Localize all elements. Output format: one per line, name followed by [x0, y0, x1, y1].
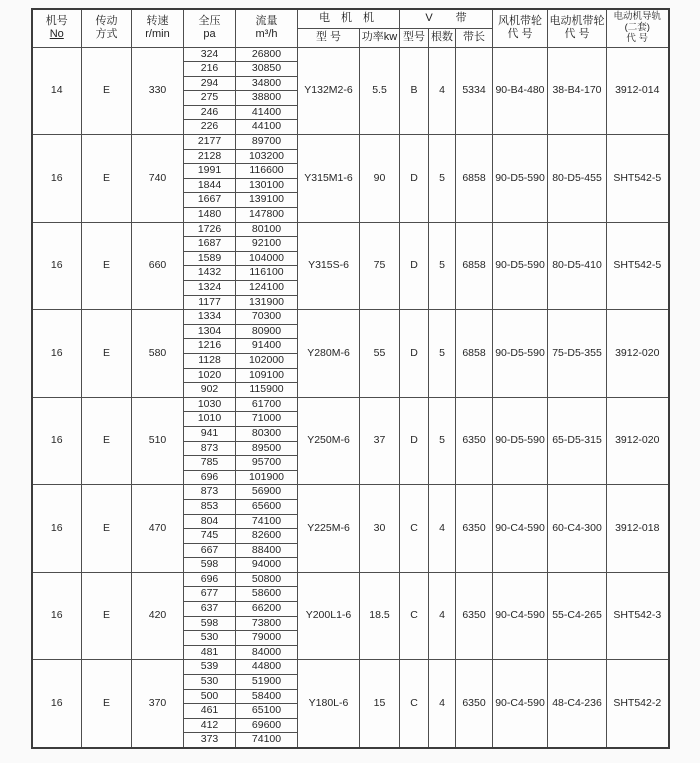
speed-cell: 370 [132, 660, 184, 748]
speed-cell: 330 [132, 47, 184, 135]
flow-cell: 70300 [236, 310, 298, 325]
pressure-cell: 216 [184, 62, 236, 77]
pressure-cell: 1589 [184, 251, 236, 266]
motor-pulley-cell: 55-C4-265 [548, 572, 607, 660]
col-header-fan-pulley: 风机带轮 代 号 [493, 9, 548, 47]
pressure-cell: 745 [184, 529, 236, 544]
drive-mode-cell: E [82, 222, 132, 310]
flow-cell: 101900 [236, 470, 298, 485]
machine-no-label: 机号 [45, 14, 68, 27]
col-header-motor-pulley: 电动机带轮 代 号 [548, 9, 607, 47]
pressure-cell: 1480 [184, 208, 236, 223]
motor-pulley-cell: 80-D5-410 [548, 222, 607, 310]
flow-cell: 84000 [236, 645, 298, 660]
pressure-cell: 412 [184, 718, 236, 733]
drive-mode-cell: E [82, 572, 132, 660]
flow-cell: 91400 [236, 339, 298, 354]
flow-cell: 44800 [236, 660, 298, 675]
belt-count-cell: 5 [429, 397, 456, 485]
pressure-cell: 1177 [184, 295, 236, 310]
motor-model-cell: Y315M1-6 [298, 135, 360, 223]
flow-cell: 104000 [236, 251, 298, 266]
flow-cell: 147800 [236, 208, 298, 223]
flow-cell: 115900 [236, 383, 298, 398]
flow-cell: 89500 [236, 441, 298, 456]
pressure-cell: 1128 [184, 353, 236, 368]
pressure-cell: 696 [184, 470, 236, 485]
motor-rail-cell: 3912-020 [607, 397, 669, 485]
pressure-cell: 1667 [184, 193, 236, 208]
pressure-cell: 530 [184, 675, 236, 690]
flow-cell: 58600 [236, 587, 298, 602]
pressure-cell: 461 [184, 704, 236, 719]
motor-rail-cell: SHT542-3 [607, 572, 669, 660]
pressure-cell: 598 [184, 616, 236, 631]
pressure-cell: 1030 [184, 397, 236, 412]
flow-cell: 80100 [236, 222, 298, 237]
belt-length-cell: 6858 [456, 222, 493, 310]
flow-cell: 65600 [236, 499, 298, 514]
flow-cell: 73800 [236, 616, 298, 631]
motor-power-cell: 75 [360, 222, 400, 310]
machine-no-cell: 16 [32, 485, 82, 573]
col-header-transmission: 传动 方式 [82, 9, 132, 47]
motor-rail-cell: SHT542-5 [607, 222, 669, 310]
fan-pulley-cell: 90-D5-590 [493, 310, 548, 398]
flow-cell: 131900 [236, 295, 298, 310]
pressure-cell: 1304 [184, 324, 236, 339]
fan-pulley-cell: 90-C4-590 [493, 572, 548, 660]
speed-cell: 660 [132, 222, 184, 310]
motor-pulley-cell: 65-D5-315 [548, 397, 607, 485]
fan-pulley-cell: 90-D5-590 [493, 222, 548, 310]
belt-length-cell: 6350 [456, 660, 493, 748]
pressure-cell: 941 [184, 426, 236, 441]
pressure-cell: 853 [184, 499, 236, 514]
belt-count-cell: 4 [429, 47, 456, 135]
col-header-motor-model: 型 号 [298, 28, 360, 47]
spec-row [32, 485, 669, 500]
motor-model-cell: Y180L-6 [298, 660, 360, 748]
flow-cell: 61700 [236, 397, 298, 412]
belt-length-cell: 6350 [456, 485, 493, 573]
pressure-cell: 275 [184, 91, 236, 106]
flow-cell: 80300 [236, 426, 298, 441]
flow-cell: 95700 [236, 456, 298, 471]
pressure-cell: 2177 [184, 135, 236, 150]
col-header-belt-model: 型号 [400, 28, 429, 47]
pressure-cell: 873 [184, 441, 236, 456]
motor-power-cell: 30 [360, 485, 400, 573]
motor-pulley-cell: 80-D5-455 [548, 135, 607, 223]
motor-model-cell: Y280M-6 [298, 310, 360, 398]
flow-cell: 41400 [236, 105, 298, 120]
motor-pulley-cell: 75-D5-355 [548, 310, 607, 398]
belt-count-cell: 4 [429, 572, 456, 660]
machine-no-cell: 16 [32, 397, 82, 485]
machine-no-cell: 16 [32, 572, 82, 660]
group-header-vbelt: V 带 [400, 9, 493, 28]
pressure-cell: 2128 [184, 149, 236, 164]
fan-pulley-cell: 90-D5-590 [493, 135, 548, 223]
drive-mode-cell: E [82, 485, 132, 573]
pressure-cell: 530 [184, 631, 236, 646]
motor-power-cell: 5.5 [360, 47, 400, 135]
pressure-cell: 1432 [184, 266, 236, 281]
pressure-cell: 1010 [184, 412, 236, 427]
pressure-cell: 294 [184, 76, 236, 91]
pressure-cell: 1334 [184, 310, 236, 325]
spec-row [32, 572, 669, 587]
drive-mode-cell: E [82, 660, 132, 748]
flow-cell: 124100 [236, 281, 298, 296]
belt-model-cell: D [400, 310, 429, 398]
pressure-cell: 1726 [184, 222, 236, 237]
flow-cell: 66200 [236, 602, 298, 617]
belt-length-cell: 6858 [456, 310, 493, 398]
flow-cell: 34800 [236, 76, 298, 91]
motor-pulley-cell: 48-C4-236 [548, 660, 607, 748]
spec-row [32, 660, 669, 675]
belt-count-cell: 5 [429, 135, 456, 223]
pressure-cell: 539 [184, 660, 236, 675]
flow-cell: 139100 [236, 193, 298, 208]
pressure-cell: 873 [184, 485, 236, 500]
col-header-speed: 转速 r/min [132, 9, 184, 47]
pressure-cell: 500 [184, 689, 236, 704]
flow-cell: 79000 [236, 631, 298, 646]
col-header-motor-rail: 电动机导轨 (二套) 代 号 [607, 9, 669, 47]
belt-length-cell: 6350 [456, 572, 493, 660]
belt-length-cell: 6350 [456, 397, 493, 485]
belt-model-cell: D [400, 397, 429, 485]
fan-pulley-cell: 90-D5-590 [493, 397, 548, 485]
motor-model-cell: Y250M-6 [298, 397, 360, 485]
flow-cell: 92100 [236, 237, 298, 252]
pressure-cell: 637 [184, 602, 236, 617]
flow-cell: 51900 [236, 675, 298, 690]
belt-model-cell: C [400, 660, 429, 748]
flow-cell: 65100 [236, 704, 298, 719]
machine-no-cell: 16 [32, 222, 82, 310]
col-header-pressure: 全压 pa [184, 9, 236, 47]
flow-cell: 88400 [236, 543, 298, 558]
pressure-cell: 696 [184, 572, 236, 587]
motor-pulley-cell: 38-B4-170 [548, 47, 607, 135]
pressure-cell: 324 [184, 47, 236, 62]
spec-row [32, 397, 669, 412]
belt-count-cell: 4 [429, 485, 456, 573]
flow-cell: 82600 [236, 529, 298, 544]
motor-model-cell: Y200L1-6 [298, 572, 360, 660]
drive-mode-cell: E [82, 397, 132, 485]
belt-length-cell: 6858 [456, 135, 493, 223]
belt-count-cell: 5 [429, 310, 456, 398]
fan-pulley-cell: 90-C4-590 [493, 485, 548, 573]
motor-rail-cell: 3912-014 [607, 47, 669, 135]
machine-no-cell: 16 [32, 660, 82, 748]
belt-model-cell: B [400, 47, 429, 135]
belt-count-cell: 4 [429, 660, 456, 748]
pressure-cell: 677 [184, 587, 236, 602]
flow-cell: 130100 [236, 178, 298, 193]
pressure-cell: 902 [184, 383, 236, 398]
drive-mode-cell: E [82, 310, 132, 398]
speed-cell: 580 [132, 310, 184, 398]
pressure-cell: 1020 [184, 368, 236, 383]
table-header [32, 9, 669, 47]
pressure-cell: 481 [184, 645, 236, 660]
belt-length-cell: 5334 [456, 47, 493, 135]
motor-rail-cell: 3912-018 [607, 485, 669, 573]
flow-cell: 103200 [236, 149, 298, 164]
col-header-motor-power: 功率kw [360, 28, 400, 47]
belt-model-cell: D [400, 135, 429, 223]
pressure-cell: 598 [184, 558, 236, 573]
fan-motor-spec-table [31, 8, 670, 749]
pressure-cell: 373 [184, 733, 236, 748]
motor-power-cell: 90 [360, 135, 400, 223]
spec-row [32, 222, 669, 237]
machine-no-cell: 16 [32, 135, 82, 223]
pressure-cell: 226 [184, 120, 236, 135]
machine-no-en-label: No [49, 28, 64, 41]
motor-rail-cell: 3912-020 [607, 310, 669, 398]
flow-cell: 71000 [236, 412, 298, 427]
motor-power-cell: 18.5 [360, 572, 400, 660]
speed-cell: 740 [132, 135, 184, 223]
col-header-belt-length: 带长 [456, 28, 493, 47]
drive-mode-cell: E [82, 47, 132, 135]
flow-cell: 56900 [236, 485, 298, 500]
belt-model-cell: C [400, 485, 429, 573]
pressure-cell: 667 [184, 543, 236, 558]
belt-model-cell: D [400, 222, 429, 310]
motor-power-cell: 55 [360, 310, 400, 398]
motor-power-cell: 37 [360, 397, 400, 485]
fan-pulley-cell: 90-C4-590 [493, 660, 548, 748]
flow-cell: 74100 [236, 733, 298, 748]
pressure-cell: 1324 [184, 281, 236, 296]
flow-cell: 26800 [236, 47, 298, 62]
motor-model-cell: Y132M2-6 [298, 47, 360, 135]
col-header-flow: 流量 m³/h [236, 9, 298, 47]
flow-cell: 74100 [236, 514, 298, 529]
speed-cell: 420 [132, 572, 184, 660]
flow-cell: 109100 [236, 368, 298, 383]
flow-cell: 44100 [236, 120, 298, 135]
flow-cell: 89700 [236, 135, 298, 150]
motor-rail-cell: SHT542-2 [607, 660, 669, 748]
flow-cell: 69600 [236, 718, 298, 733]
pressure-cell: 1687 [184, 237, 236, 252]
flow-cell: 102000 [236, 353, 298, 368]
col-header-belt-count: 根数 [429, 28, 456, 47]
col-header-machine-no [32, 9, 82, 47]
pressure-cell: 1216 [184, 339, 236, 354]
spec-row [32, 47, 669, 62]
flow-cell: 116100 [236, 266, 298, 281]
group-header-motor: 电 机 机 [298, 9, 400, 28]
speed-cell: 510 [132, 397, 184, 485]
motor-model-cell: Y225M-6 [298, 485, 360, 573]
motor-pulley-cell: 60-C4-300 [548, 485, 607, 573]
machine-no-cell: 14 [32, 47, 82, 135]
belt-model-cell: C [400, 572, 429, 660]
machine-no-cell: 16 [32, 310, 82, 398]
pressure-cell: 804 [184, 514, 236, 529]
pressure-cell: 1844 [184, 178, 236, 193]
fan-pulley-cell: 90-B4-480 [493, 47, 548, 135]
flow-cell: 80900 [236, 324, 298, 339]
drive-mode-cell: E [82, 135, 132, 223]
flow-cell: 116600 [236, 164, 298, 179]
motor-model-cell: Y315S-6 [298, 222, 360, 310]
pressure-cell: 246 [184, 105, 236, 120]
flow-cell: 50800 [236, 572, 298, 587]
speed-cell: 470 [132, 485, 184, 573]
motor-rail-cell: SHT542-5 [607, 135, 669, 223]
pressure-cell: 785 [184, 456, 236, 471]
pressure-cell: 1991 [184, 164, 236, 179]
belt-count-cell: 5 [429, 222, 456, 310]
motor-power-cell: 15 [360, 660, 400, 748]
flow-cell: 30850 [236, 62, 298, 77]
spec-row [32, 135, 669, 150]
flow-cell: 58400 [236, 689, 298, 704]
flow-cell: 94000 [236, 558, 298, 573]
flow-cell: 38800 [236, 91, 298, 106]
table-body [32, 47, 669, 748]
spec-row [32, 310, 669, 325]
